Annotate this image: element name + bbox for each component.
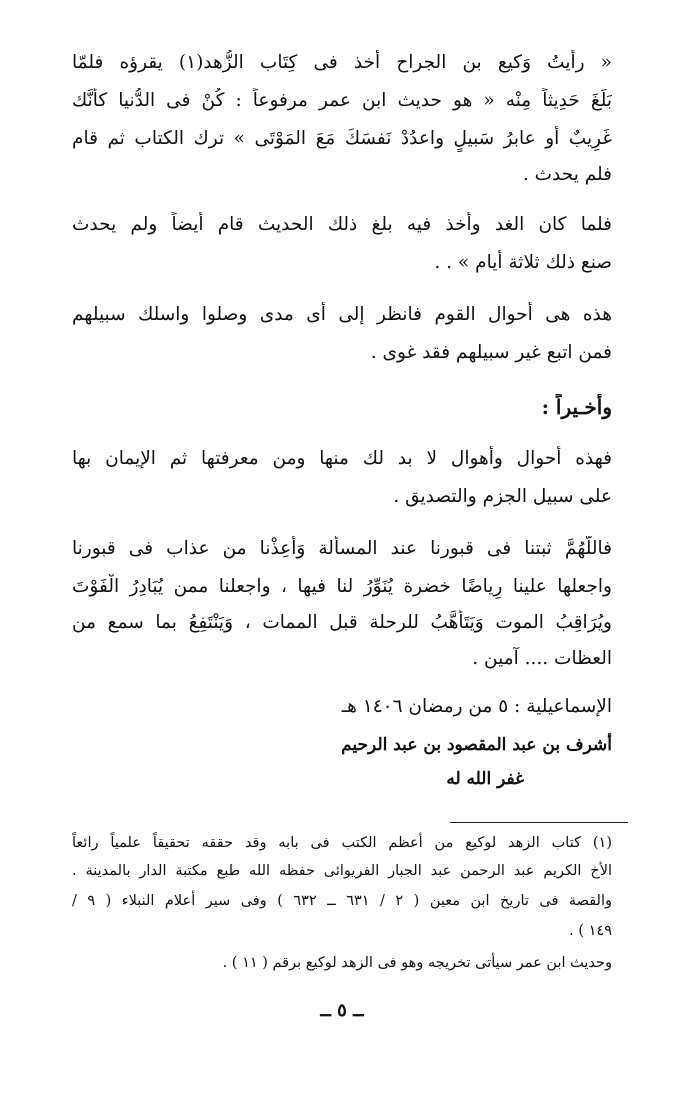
paragraph-5-line-3: ويُرَاقِبُ الموت وَيَتَأَهَّبُ للرحلة قبل الممات ، وَيَنْتَفِعُ بما سمع من bbox=[72, 612, 612, 633]
paragraph-1-line-4: فلم يحدث . bbox=[522, 164, 612, 185]
footnote-line-5: وحديث ابن عمر سيأتى تخريجه وهو فى الزهد لوكيع برقم ( ١١ ) . bbox=[222, 955, 612, 971]
signature-prayer: غفر الله له bbox=[446, 769, 524, 789]
paragraph-1-line-2: بَلَغَ حَدِيثاً مِنْه « هو حديث ابن عمر مرفوعاً : كُنْ فى الدُّنيا كأنَّك bbox=[72, 90, 612, 111]
paragraph-1-line-3: غَرِيبٌ أو عابرُ سَبيلٍ واعدُدْ نَفسَكَ مَعَ المَوْتَى » ترك الكتاب ثم قام bbox=[72, 128, 612, 149]
footnote-line-4: ١٤٩ ) . bbox=[569, 923, 612, 939]
paragraph-2-line-1: فلما كان الغد وأخذ فيه بلغ ذلك الحديث قام أيضاً ولم يحدث bbox=[72, 214, 612, 235]
paragraph-4-line-2: على سبيل الجزم والتصديق . bbox=[393, 486, 612, 507]
paragraph-2-line-2: صنع ذلك ثلاثة أيام » . . bbox=[434, 252, 612, 273]
paragraph-5-line-2: واجعلها علينا رِياضًا خضرة يُنَوِّرُ لنا فيها ، واجعلنا ممن يُبَادِرُ الْفَوْتَ bbox=[72, 576, 612, 597]
paragraph-3-line-2: فمن اتبع غير سبيلهم فقد غوى . bbox=[370, 342, 612, 363]
date-line: الإسماعيلية : ٥ من رمضان ١٤٠٦ هـ bbox=[341, 696, 612, 717]
footnote-line-1: (١) كتاب الزهد لوكيع من أعظم الكتب فى بابه وقد حققه تحقيقاً علمياً رائعاً bbox=[72, 835, 612, 851]
footnote-line-2: الأخ الكريم عبد الرحمن عبد الجبار الفريوائى حفظه الله طبع مكتبة الدار بالمدينة . bbox=[72, 863, 612, 879]
paragraph-4-line-1: فهذه أحوال وأهوال لا بد لك منها ومن معرفتها ثم الإيمان بها bbox=[72, 448, 612, 469]
signature-name: أشرف بن عبد المقصود بن عبد الرحيم bbox=[341, 735, 612, 755]
footnote-line-3: والقصة فى تاريخ ابن معين ( ٢ / ٦٣١ ــ ٦٣٢ ) وفى سير أعلام النبلاء ( ٩ / bbox=[72, 893, 612, 909]
paragraph-5-line-1: فاللَّهُمَّ ثبتنا فى قبورنا عند المسألة وَأَعِذْنا من عذاب فى قبورنا bbox=[72, 538, 612, 559]
footnote-divider bbox=[450, 822, 628, 823]
paragraph-3-line-1: هذه هى أحوال القوم فانظر إلى أى مدى وصلوا واسلك سبيلهم bbox=[72, 304, 612, 325]
section-heading: وأخـيراً : bbox=[541, 395, 612, 419]
paragraph-1-line-1: « رأيتُ وَكيع بن الجراح أخذ فى كِتَاب الزُّهد(١) يقرؤه فلمّا bbox=[72, 52, 612, 73]
page-number: ــ ٥ ــ bbox=[320, 1000, 364, 1021]
paragraph-5-line-4: العظات .... آمين . bbox=[472, 648, 612, 669]
